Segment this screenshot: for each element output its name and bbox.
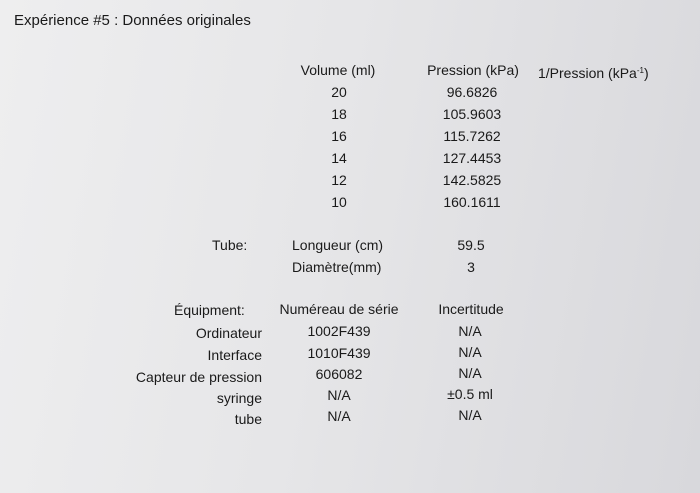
page-title: Expérience #5 : Données originales xyxy=(14,12,251,29)
equipment-serial: 1010F439 xyxy=(307,345,371,361)
equipment-uncertainty: N/A xyxy=(458,344,482,360)
equipment-label: Équipment: xyxy=(174,302,245,318)
pressure-cell: 115.7262 xyxy=(443,128,501,144)
volume-cell: 18 xyxy=(331,106,347,122)
pressure-cell: 142.5825 xyxy=(442,172,502,188)
equipment-name: tube xyxy=(234,411,262,427)
equipment-name: syringe xyxy=(216,390,262,406)
equipment-serial: 606082 xyxy=(315,366,363,382)
volume-cell: 20 xyxy=(331,84,347,100)
tube-diameter-label: Diamètre(mm) xyxy=(292,259,382,275)
pressure-header: Pression (kPa) xyxy=(427,62,519,78)
tube-length-label: Longueur (cm) xyxy=(292,237,384,253)
equipment-name: Ordinateur xyxy=(195,325,262,341)
pressure-cell: 127.4453 xyxy=(442,150,502,166)
equipment-serial: N/A xyxy=(327,408,351,424)
serial-header: Numéreau de série xyxy=(279,301,399,317)
volume-cell: 16 xyxy=(331,128,347,144)
uncertainty-header: Incertitude xyxy=(438,301,504,317)
pressure-cell: 96.6826 xyxy=(446,84,498,100)
equipment-serial: 1002F439 xyxy=(307,323,371,339)
pressure-cell: 160.1611 xyxy=(443,194,501,210)
tube-label: Tube: xyxy=(212,237,248,253)
pressure-cell: 105.9603 xyxy=(442,106,502,122)
equipment-uncertainty: ±0.5 ml xyxy=(447,386,493,402)
tube-length-value: 59.5 xyxy=(457,237,485,253)
volume-cell: 10 xyxy=(331,194,347,210)
volume-cell: 12 xyxy=(331,172,347,188)
volume-header: Volume (ml) xyxy=(300,62,376,78)
equipment-uncertainty: N/A xyxy=(458,407,482,423)
equipment-uncertainty: N/A xyxy=(458,365,482,381)
equipment-name: Interface xyxy=(207,347,262,363)
tube-diameter-value: 3 xyxy=(467,259,475,275)
equipment-serial: N/A xyxy=(327,387,351,403)
equipment-name: Capteur de pression xyxy=(135,369,262,385)
equipment-uncertainty: N/A xyxy=(458,323,482,339)
volume-cell: 14 xyxy=(331,150,347,166)
inverse-pressure-header: 1/Pression (kPa$^{-1}$) xyxy=(538,65,649,81)
